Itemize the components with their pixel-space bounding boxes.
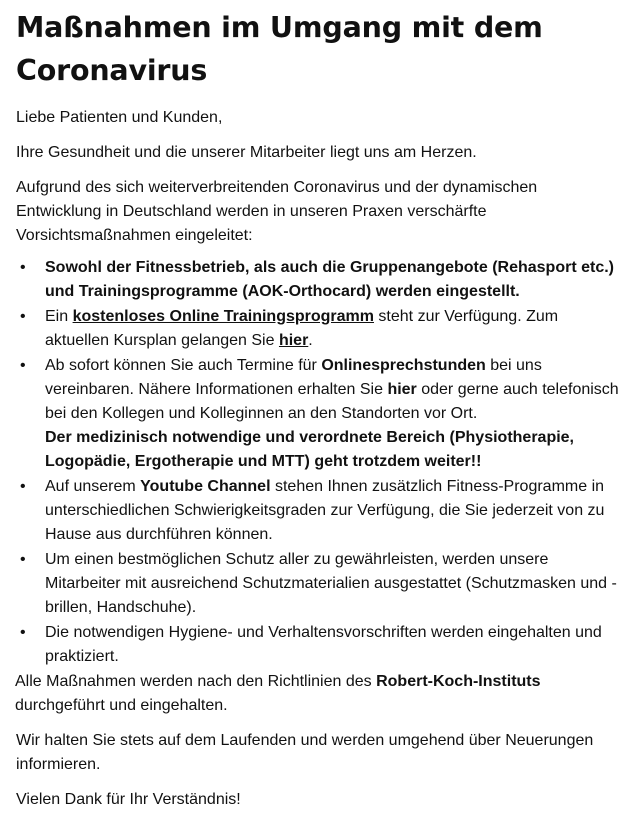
youtube-channel-link[interactable]: Youtube Channel	[140, 478, 271, 495]
course-plan-link[interactable]: hier	[278, 332, 309, 349]
list-item-fitness: • Sowohl der Fitnessbetrieb, als auch die Gruppenangebote (Rehasport etc.) und Trainingsprogramme (AOK-Orthocard) werden eingestellt.	[45, 256, 626, 304]
bullet-icon: •	[20, 551, 26, 568]
list-item-youtube: • Auf unserem Youtube Channel stehen Ihnen zusätzlich Fitness-Programme in unterschiedlichen Schwierigkeitsgraden zur Verfügung, die Sie jederzeit von zu Hause aus durchführen können.	[45, 475, 626, 547]
context-text: Aufgrund des sich weiterverbreitenden Coronavirus und der dynamischen Entwicklung in Deutschland werden in unseren Praxen verschärfte Vorsichtsmaßnahmen eingeleitet:	[16, 179, 538, 244]
intro-text: Ihre Gesundheit und die unserer Mitarbeiter liegt uns am Herzen.	[16, 144, 477, 161]
measures-list	[14, 256, 626, 669]
bullet-icon: •	[20, 478, 26, 495]
list-item-hygiene: • Die notwendigen Hygiene- und Verhaltensvorschriften werden eingehalten und praktiziert.	[45, 621, 626, 669]
bullet-icon: •	[20, 357, 26, 374]
online-training-link[interactable]: kostenloses Online Trainingsprogramm	[72, 308, 374, 325]
page-title: Maßnahmen im Umgang mit dem Coronavirus	[16, 11, 543, 87]
update-text: Wir halten Sie stets auf dem Laufenden und werden umgehend über Neuerungen informieren.	[16, 732, 594, 773]
bullet-icon: •	[20, 624, 26, 641]
bullet-icon: •	[20, 259, 26, 276]
thanks-text: Vielen Dank für Ihr Verständnis!	[16, 791, 241, 808]
list-item-online-consultation: • Ab sofort können Sie auch Termine für Onlinesprechstunden bei uns vereinbaren. Nähere Informationen erhalten Sie hier oder gerne auch telefonisch bei den Kollegen und Kolleginnen an den Standorten vor Ort. Der medizinisch notwendige und verordnete Bereich (Physiotherapie, Logopädie, Ergotherapie und MTT) geht trotzdem weiter!!	[45, 354, 626, 474]
list-item-protection: • Um einen bestmöglichen Schutz aller zu gewährleisten, werden unsere Mitarbeiter mit ausreichend Schutzmaterialien ausgestattet (Schutzmasken und -brillen, Handschuhe).	[45, 548, 626, 620]
bullet-icon: •	[20, 308, 26, 325]
medical-continues-notice: Der medizinisch notwendige und verordnete Bereich (Physiotherapie, Logopädie, Ergotherapie und MTT) geht trotzdem weiter!!	[45, 429, 574, 470]
greeting: Liebe Patienten und Kunden,	[16, 109, 223, 126]
consultation-info-link[interactable]: hier	[387, 381, 417, 398]
list-item-online-training: • Ein kostenloses Online Trainingsprogramm steht zur Verfügung. Zum aktuellen Kursplan gelangen Sie hier.	[45, 305, 626, 353]
rki-text: Alle Maßnahmen werden nach den Richtlinien des Robert-Koch-Instituts durchgeführt und eingehalten.	[15, 673, 541, 714]
